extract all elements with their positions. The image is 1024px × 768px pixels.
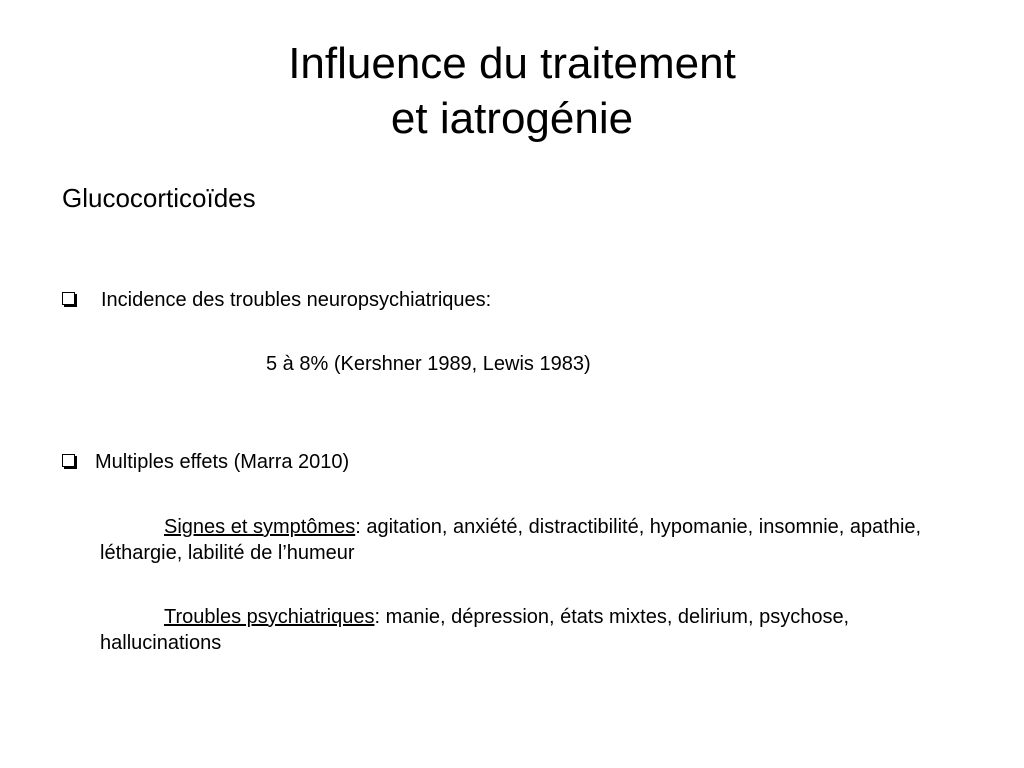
effect-signs-symptoms	[100, 514, 960, 566]
effect-text: : manie, dépression, états mixtes, delirium, psychose, hallucinations	[100, 606, 850, 654]
effect-label: Troubles psychiatriques	[164, 606, 375, 628]
effect-label: Signes et symptômes	[164, 516, 356, 538]
effect-text: : agitation, anxiété, distractibilité, hypomanie, insomnie, apathie, léthargie, labilité de l’humeur	[100, 516, 922, 564]
bullet-item-effects	[62, 449, 349, 475]
bullet-text: Multiples effets (Marra 2010)	[95, 451, 350, 473]
section-heading: Glucocorticoïdes	[62, 183, 256, 213]
checkbox-square-icon	[62, 292, 75, 305]
slide-title	[0, 36, 1024, 146]
bullet-text: Incidence des troubles neuropsychiatriques:	[101, 289, 492, 311]
bullet-item-incidence	[62, 287, 491, 313]
checkbox-square-icon	[62, 454, 75, 467]
title-line-2: et iatrogénie	[390, 94, 634, 143]
incidence-detail: 5 à 8% (Kershner 1989, Lewis 1983)	[266, 353, 591, 375]
title-line-1: Influence du traitement	[288, 39, 736, 88]
effect-psychiatric-disorders	[100, 604, 960, 656]
